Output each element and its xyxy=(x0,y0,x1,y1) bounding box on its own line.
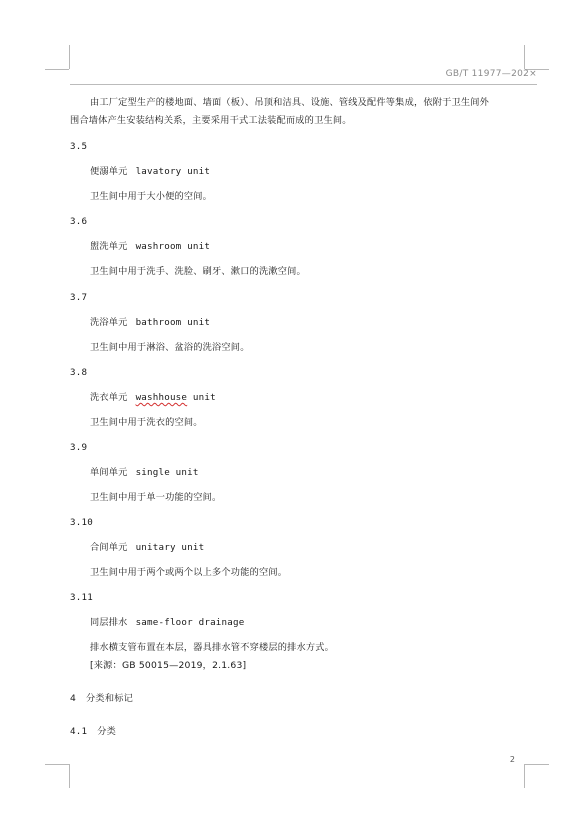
clause-number: 3.5 xyxy=(70,141,88,152)
section-heading xyxy=(70,693,133,705)
header-rule xyxy=(70,84,537,85)
term-en: bathroom unit xyxy=(135,317,211,328)
subsection-heading xyxy=(70,726,116,738)
clause-number: 3.6 xyxy=(70,216,88,227)
crop-mark-bottom-left-v xyxy=(69,764,70,788)
term-heading xyxy=(90,166,210,178)
standard-code-header: GB/T 11977—202× xyxy=(445,69,537,79)
subsection-number: 4.1 xyxy=(70,726,88,737)
term-definition: 卫生间中用于大小便的空间。 xyxy=(90,191,213,202)
term-heading xyxy=(90,467,199,479)
term-zh: 同层排水 xyxy=(90,617,128,628)
term-heading xyxy=(90,392,216,404)
spellcheck-word[interactable]: washhouse xyxy=(135,392,188,403)
crop-mark-bottom-right-h xyxy=(525,764,549,765)
term-en: same-floor drainage xyxy=(135,617,245,628)
subsection-title: 分类 xyxy=(97,726,116,737)
term-definition: 卫生间中用于两个或两个以上多个功能的空间。 xyxy=(90,567,288,578)
crop-mark-bottom-right-v xyxy=(524,764,525,788)
intro-line-2: 围合墙体产生安装结构关系，主要采用干式工法装配而成的卫生间。 xyxy=(70,115,352,126)
crop-mark-top-left-v xyxy=(69,45,70,69)
clause-number: 3.7 xyxy=(70,292,88,303)
term-zh: 单间单元 xyxy=(90,467,128,478)
term-definition: 排水横支管布置在本层，器具排水管不穿楼层的排水方式。 xyxy=(90,642,335,653)
crop-mark-bottom-left-h xyxy=(45,764,69,765)
term-definition: 卫生间中用于淋浴、盆浴的洗浴空间。 xyxy=(90,342,250,353)
term-en: unitary unit xyxy=(135,542,205,553)
term-zh: 洗浴单元 xyxy=(90,317,128,328)
term-en: lavatory unit xyxy=(135,166,211,177)
term-en: single unit xyxy=(135,467,199,478)
term-source: [来源：GB 50015—2019，2.1.63] xyxy=(90,660,247,671)
section-title: 分类和标记 xyxy=(86,693,133,704)
term-en-word: unit xyxy=(192,392,216,403)
term-zh: 盥洗单元 xyxy=(90,241,128,252)
clause-number: 3.9 xyxy=(70,442,88,453)
term-heading xyxy=(90,241,210,253)
clause-number: 3.8 xyxy=(70,367,88,378)
clause-number: 3.10 xyxy=(70,517,93,528)
intro-line-1: 由工厂定型生产的楼地面、墙面（板）、吊顶和洁具、设施、管线及配件等集成，依附于卫生间外 xyxy=(90,97,490,108)
term-definition: 卫生间中用于洗衣的空间。 xyxy=(90,417,203,428)
term-zh: 洗衣单元 xyxy=(90,392,128,403)
term-heading xyxy=(90,617,244,629)
section-number: 4 xyxy=(70,693,77,704)
term-definition: 卫生间中用于单一功能的空间。 xyxy=(90,492,222,503)
crop-mark-top-left-h xyxy=(45,69,69,70)
term-en xyxy=(136,392,216,403)
term-definition: 卫生间中用于洗手、洗脸、刷牙、漱口的洗漱空间。 xyxy=(90,266,306,277)
crop-mark-top-right-v xyxy=(524,45,525,69)
term-en: washroom unit xyxy=(135,241,211,252)
clause-number: 3.11 xyxy=(70,592,93,603)
page-number: 2 xyxy=(509,755,515,764)
term-heading xyxy=(90,542,204,554)
term-zh: 合间单元 xyxy=(90,542,128,553)
term-heading xyxy=(90,317,210,329)
term-zh: 便溺单元 xyxy=(90,166,128,177)
